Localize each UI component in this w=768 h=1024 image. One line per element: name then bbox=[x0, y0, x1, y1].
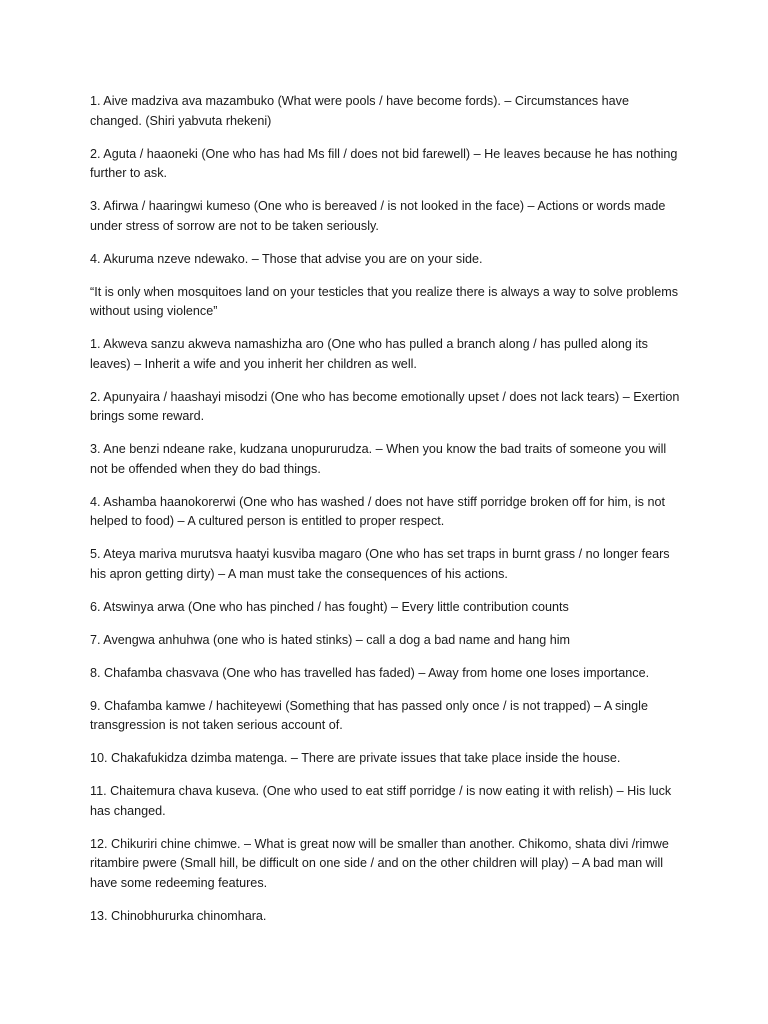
proverb-paragraph: 3. Ane benzi ndeane rake, kudzana unopururudza. – When you know the bad traits of someone you will not be offended when they do bad things. bbox=[90, 442, 667, 476]
proverb-paragraph: 2. Aguta / haaoneki (One who has had Ms fill / does not bid farewell) – He leaves because he has nothing further to ask. bbox=[90, 146, 678, 180]
document-page bbox=[90, 92, 682, 940]
proverb-paragraph: 5. Ateya mariva murutsva haatyi kusviba magaro (One who has set traps in burnt grass / no longer fears his apron getting dirty) – A man must take the consequences of his actions. bbox=[90, 547, 670, 581]
proverb-paragraph: 4. Akuruma nzeve ndewako. – Those that advise you are on your side. bbox=[90, 251, 483, 266]
proverb-paragraph: 7. Avengwa anhuhwa (one who is hated stinks) – call a dog a bad name and hang him bbox=[90, 632, 571, 647]
proverb-paragraph: 10. Chakafukidza dzimba matenga. – There are private issues that take place inside the house. bbox=[90, 751, 621, 765]
proverb-paragraph: 1. Aive madziva ava mazambuko (What were pools / have become fords). – Circumstances have changed. (Shiri yabvuta rhekeni) bbox=[90, 94, 629, 128]
proverb-paragraph: 2. Apunyaira / haashayi misodzi (One who has become emotionally upset / does not lack tears) – Exertion brings some reward. bbox=[90, 389, 680, 423]
proverb-paragraph: 1. Akweva sanzu akweva namashizha aro (One who has pulled a branch along / has pulled along its leaves) – Inherit a wife and you inherit her children as well. bbox=[90, 337, 648, 371]
proverb-paragraph: 11. Chaitemura chava kuseva. (One who used to eat stiff porridge / is now eating it with relish) – His luck has changed. bbox=[90, 784, 672, 818]
proverb-paragraph: 3. Afirwa / haaringwi kumeso (One who is bereaved / is not looked in the face) – Actions or words made under stress of sorrow are not to be taken seriously. bbox=[90, 199, 666, 233]
proverb-paragraph: 6. Atswinya arwa (One who has pinched / has fought) – Every little contribution counts bbox=[90, 599, 569, 614]
proverb-paragraph: 13. Chinobhururka chinomhara. bbox=[90, 908, 267, 923]
proverb-paragraph: 9. Chafamba kamwe / hachiteyewi (Something that has passed only once / is not trapped) – A single transgression is not taken serious account of. bbox=[90, 698, 648, 732]
proverb-paragraph: 12. Chikuriri chine chimwe. – What is great now will be smaller than another. Chikomo, shata divi /rimwe ritambire pwere (Small hill, be difficult on one side / and on the other children will play) – A bad man will have some redeeming features. bbox=[90, 836, 669, 890]
proverb-paragraph: 4. Ashamba haanokorerwi (One who has washed / does not have stiff porridge broken off for him, is not helped to food) – A cultured person is entitled to proper respect. bbox=[90, 494, 665, 528]
proverb-paragraph: 8. Chafamba chasvava (One who has travelled has faded) – Away from home one loses importance. bbox=[90, 665, 650, 680]
quote-paragraph: “It is only when mosquitoes land on your testicles that you realize there is always a way to solve problems without using violence” bbox=[90, 284, 678, 318]
